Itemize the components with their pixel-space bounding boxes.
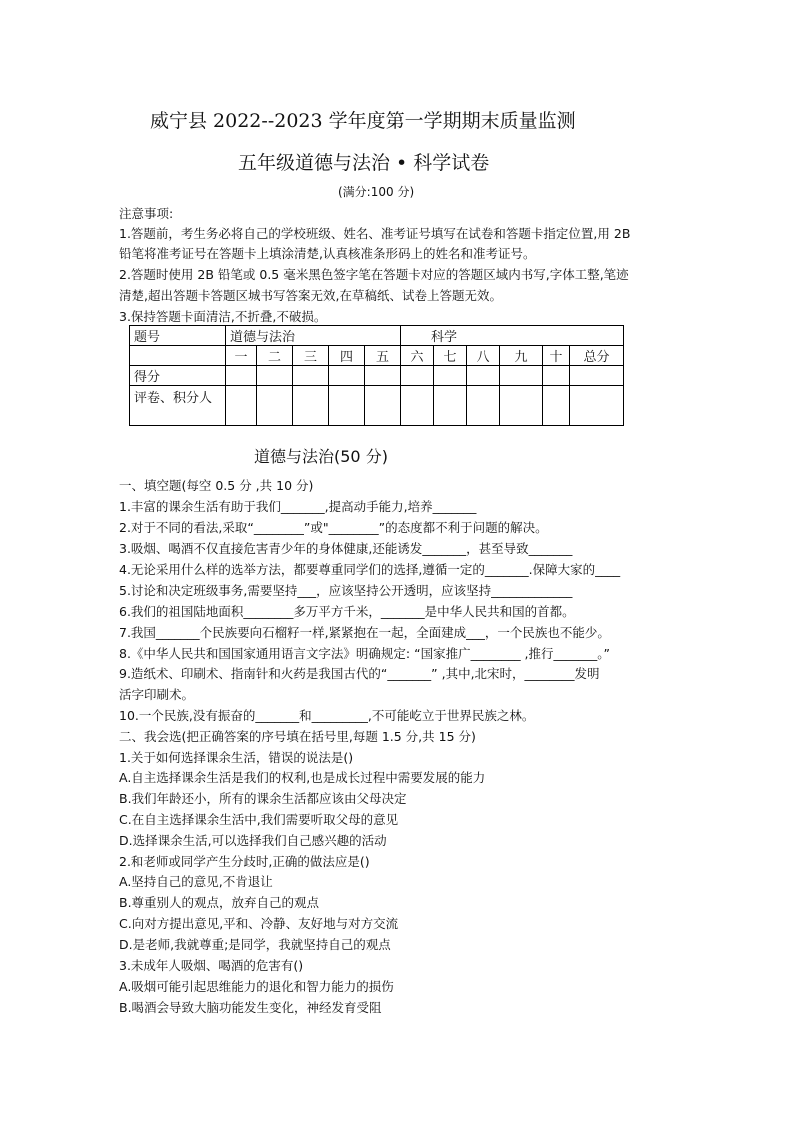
empty-cell: [130, 346, 226, 366]
question-line: 10.一个民族,没有振奋的_______和_________,不可能屹立于世界民族之林。: [119, 708, 535, 723]
question-line: 1.丰富的课余生活有助于我们_______,提高动手能力,培养_______: [119, 499, 477, 514]
header-label: 题号: [130, 326, 226, 346]
row-grader-label: 评卷、积分人: [130, 386, 226, 426]
question-line: 6.我们的祖国陆地面积________多万平方千米，_______是中华人民共和国的首都。: [119, 604, 575, 619]
number-cell: 二: [257, 346, 293, 366]
number-cell: 一: [226, 346, 257, 366]
question-line: C.在自主选择课余生活中,我们需要听取父母的意见: [119, 812, 399, 827]
question-line: 9.造纸术、印刷术、指南针和火药是我国古代的“_______” ,其中,北宋时，________发明: [119, 666, 600, 681]
question-line: 1.关于如何选择课余生活，错误的说法是(): [119, 750, 354, 765]
question-line: 2.和老师或同学产生分歧时,正确的做法应是(): [119, 854, 370, 869]
question-line: B.喝酒会导致大脑功能发生变化，神经发育受阻: [119, 1000, 382, 1015]
full-score: (满分:100 分): [338, 185, 415, 199]
question-line: 二、我会选(把正确答案的序号填在括号里,每题 1.5 分,共 15 分): [119, 729, 476, 744]
question-line: D.是老师,我就尊重;是同学，我就坚持自己的观点: [119, 937, 391, 952]
number-cell: 七: [434, 346, 467, 366]
question-line: 2.对于不同的看法,采取“________”或"________”的态度都不利于问题的解决。: [119, 520, 548, 535]
question-line: 8.《中华人民共和国国家通用语言文字法》明确规定: “国家推广________ ,推行_______。”: [119, 646, 611, 661]
notes-line: 铅笔将准考证号在答题卡上填涂清楚,认真核准条形码上的姓名和准考证号。: [119, 246, 536, 261]
notes-line: 3.保持答题卡面清洁,不折叠,不破损。: [119, 309, 327, 324]
notes-line: 1.答题前，考生务必将自己的学校班级、姓名、准考证号填写在试卷和答题卡指定位置,用 2B: [119, 226, 631, 241]
question-line: C.向对方提出意见,平和、冷静、友好地与对方交流: [119, 916, 399, 931]
question-line: 7.我国_______个民族要向石榴籽一样,紧紧抱在一起，全面建成___，一个民族也不能少。: [119, 625, 610, 640]
number-cell: 十: [543, 346, 570, 366]
number-cell: 八: [467, 346, 500, 366]
question-line: 4.无论采用什么样的选举方法，都要尊重同学们的选择,遵循一定的_______.保障大家的____: [119, 562, 621, 577]
score-table: [129, 325, 624, 426]
notes-heading: 注意事项:: [119, 206, 174, 221]
exam-title: 威宁县 2022--2023 学年度第一学期期末质量监测: [150, 110, 576, 132]
row-score-label: 得分: [130, 366, 226, 386]
question-line: B.尊重别人的观点，放弃自己的观点: [119, 895, 320, 910]
question-line: D.选择课余生活,可以选择我们自己感兴趣的活动: [119, 833, 387, 848]
section-title: 道德与法治(50 分): [254, 447, 388, 466]
exam-subtitle: 五年级道德与法治 • 科学试卷: [238, 152, 490, 174]
number-cell: 五: [365, 346, 401, 366]
question-line: 一、填空题(每空 0.5 分 ,共 10 分): [119, 478, 314, 493]
question-line: A.自主选择课余生活是我们的权利,也是成长过程中需要发展的能力: [119, 770, 486, 785]
number-cell: 四: [329, 346, 365, 366]
number-cell: 三: [293, 346, 329, 366]
number-cell: 总分: [570, 346, 624, 366]
question-line: 活字印刷术。: [119, 687, 195, 702]
question-line: 3.未成年人吸烟、喝酒的危害有(): [119, 958, 304, 973]
question-line: A.坚持自己的意见,不肯退让: [119, 874, 273, 889]
notes-line: 清楚,超出答题卡答题区城书写答案无效,在草稿纸、试卷上答题无效。: [119, 288, 502, 303]
question-line: B.我们年龄还小，所有的课余生活都应该由父母决定: [119, 791, 407, 806]
number-cell: 六: [401, 346, 434, 366]
group-science: 科学: [401, 326, 624, 346]
question-line: 3.吸烟、喝酒不仅直接危害青少年的身体健康,还能诱发_______，甚至导致_______: [119, 541, 573, 556]
number-cell: 九: [500, 346, 543, 366]
group-moral: 道德与法治: [226, 326, 401, 346]
question-line: 5.讨论和决定班级事务,需要坚持___，应该坚持公开透明，应该坚持_____________: [119, 583, 573, 598]
question-line: A.吸烟可能引起思维能力的退化和智力能力的损伤: [119, 979, 394, 994]
notes-line: 2.答题时使用 2B 铅笔或 0.5 毫米黑色签字笔在答题卡对应的答题区域内书写,字体工整,笔迹: [119, 267, 629, 282]
